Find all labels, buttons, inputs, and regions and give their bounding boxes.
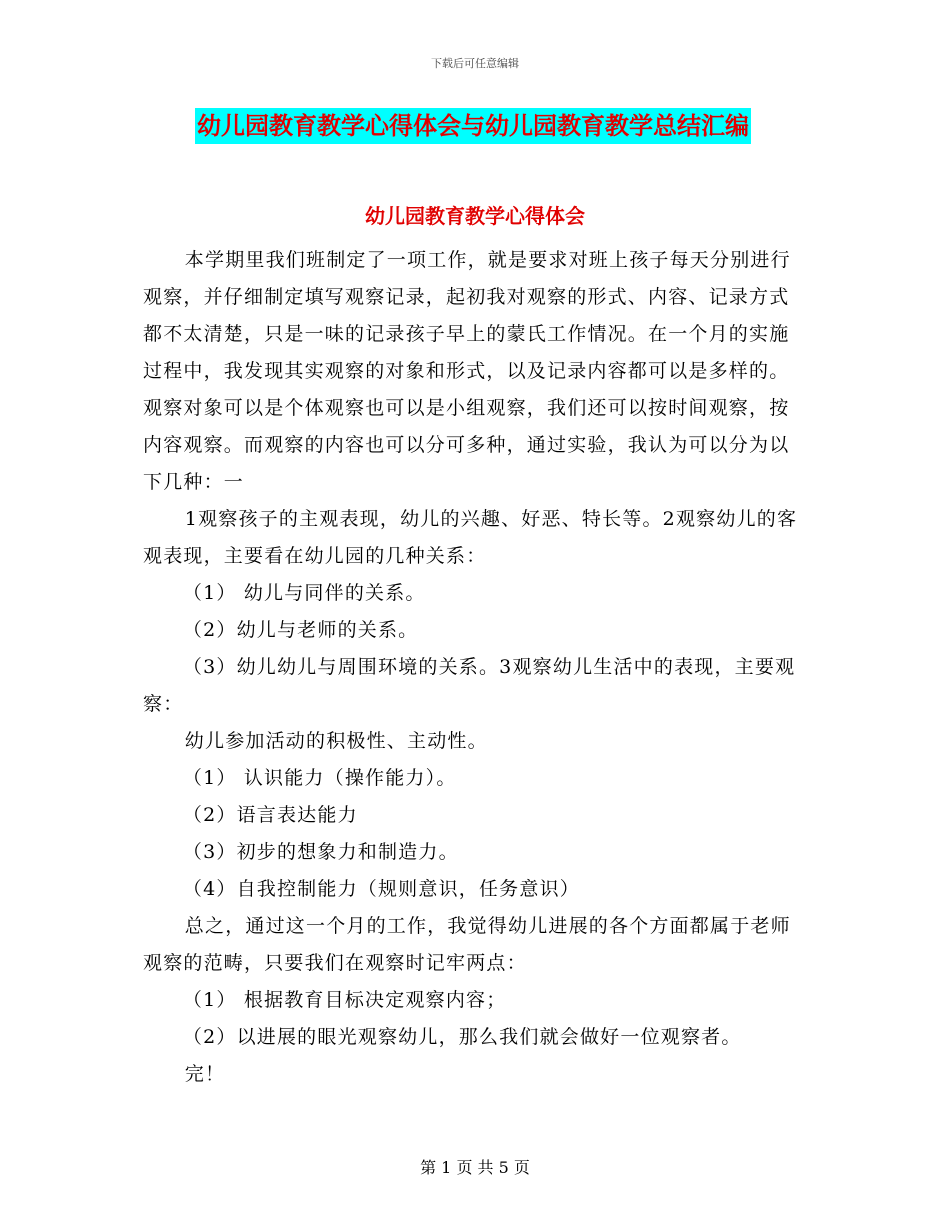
paragraph: 总之，通过这一个月的工作，我觉得幼儿进展的各个方面都属于老师观察的范畴，只要我们在观察时记牢两点： [143,915,791,974]
list-item: （3）初步的想象力和制造力。 [182,841,459,863]
section-title: 幼儿园教育教学心得体会 [365,204,585,228]
list-item: （4）自我控制能力（规则意识，任务意识） [182,878,580,900]
list-item: （1） 认识能力（操作能力）。 [182,767,457,789]
list-item: （1） 幼儿与同伴的关系。 [182,582,426,604]
page-footer: 第 1 页 共 5 页 [420,1158,530,1177]
list-item: （2）以进展的眼光观察幼儿，那么我们就会做好一位观察者。 [182,1026,742,1048]
paragraph: 本学期里我们班制定了一项工作，就是要求对班上孩子每天分别进行观察，并仔细制定填写观察记录，起初我对观察的形式、内容、记录方式都不太清楚，只是一味的记录孩子早上的蒙氏工作情况。在一个月的实施过程中，我发现其实观察的对象和形式，以及记录内容都可以是多样的。观察对象可以是个体观察也可以是小组观察，我们还可以按时间观察，按内容观察。而观察的内容也可以分可多种，通过实验，我认为可以分为以下几种：一 [143,249,791,493]
paragraph: 幼儿参加活动的积极性、主动性。 [184,730,488,752]
body-text [143,242,808,1093]
paragraph: 完！ [184,1063,226,1085]
header-note: 下载后可任意编辑 [431,57,519,70]
list-item: （2）幼儿与老师的关系。 [182,619,419,641]
list-item: （3）幼儿幼儿与周围环境的关系。3观察幼儿生活中的表现，主要观察： [143,656,796,715]
list-item: （2）语言表达能力 [182,804,358,826]
list-item: （1） 根据教育目标决定观察内容； [182,989,507,1011]
paragraph: 1观察孩子的主观表现，幼儿的兴趣、好恶、特长等。2观察幼儿的客观表现，主要看在幼儿园的几种关系： [143,508,798,567]
main-title: 幼儿园教育教学心得体会与幼儿园教育教学总结汇编 [195,108,751,144]
